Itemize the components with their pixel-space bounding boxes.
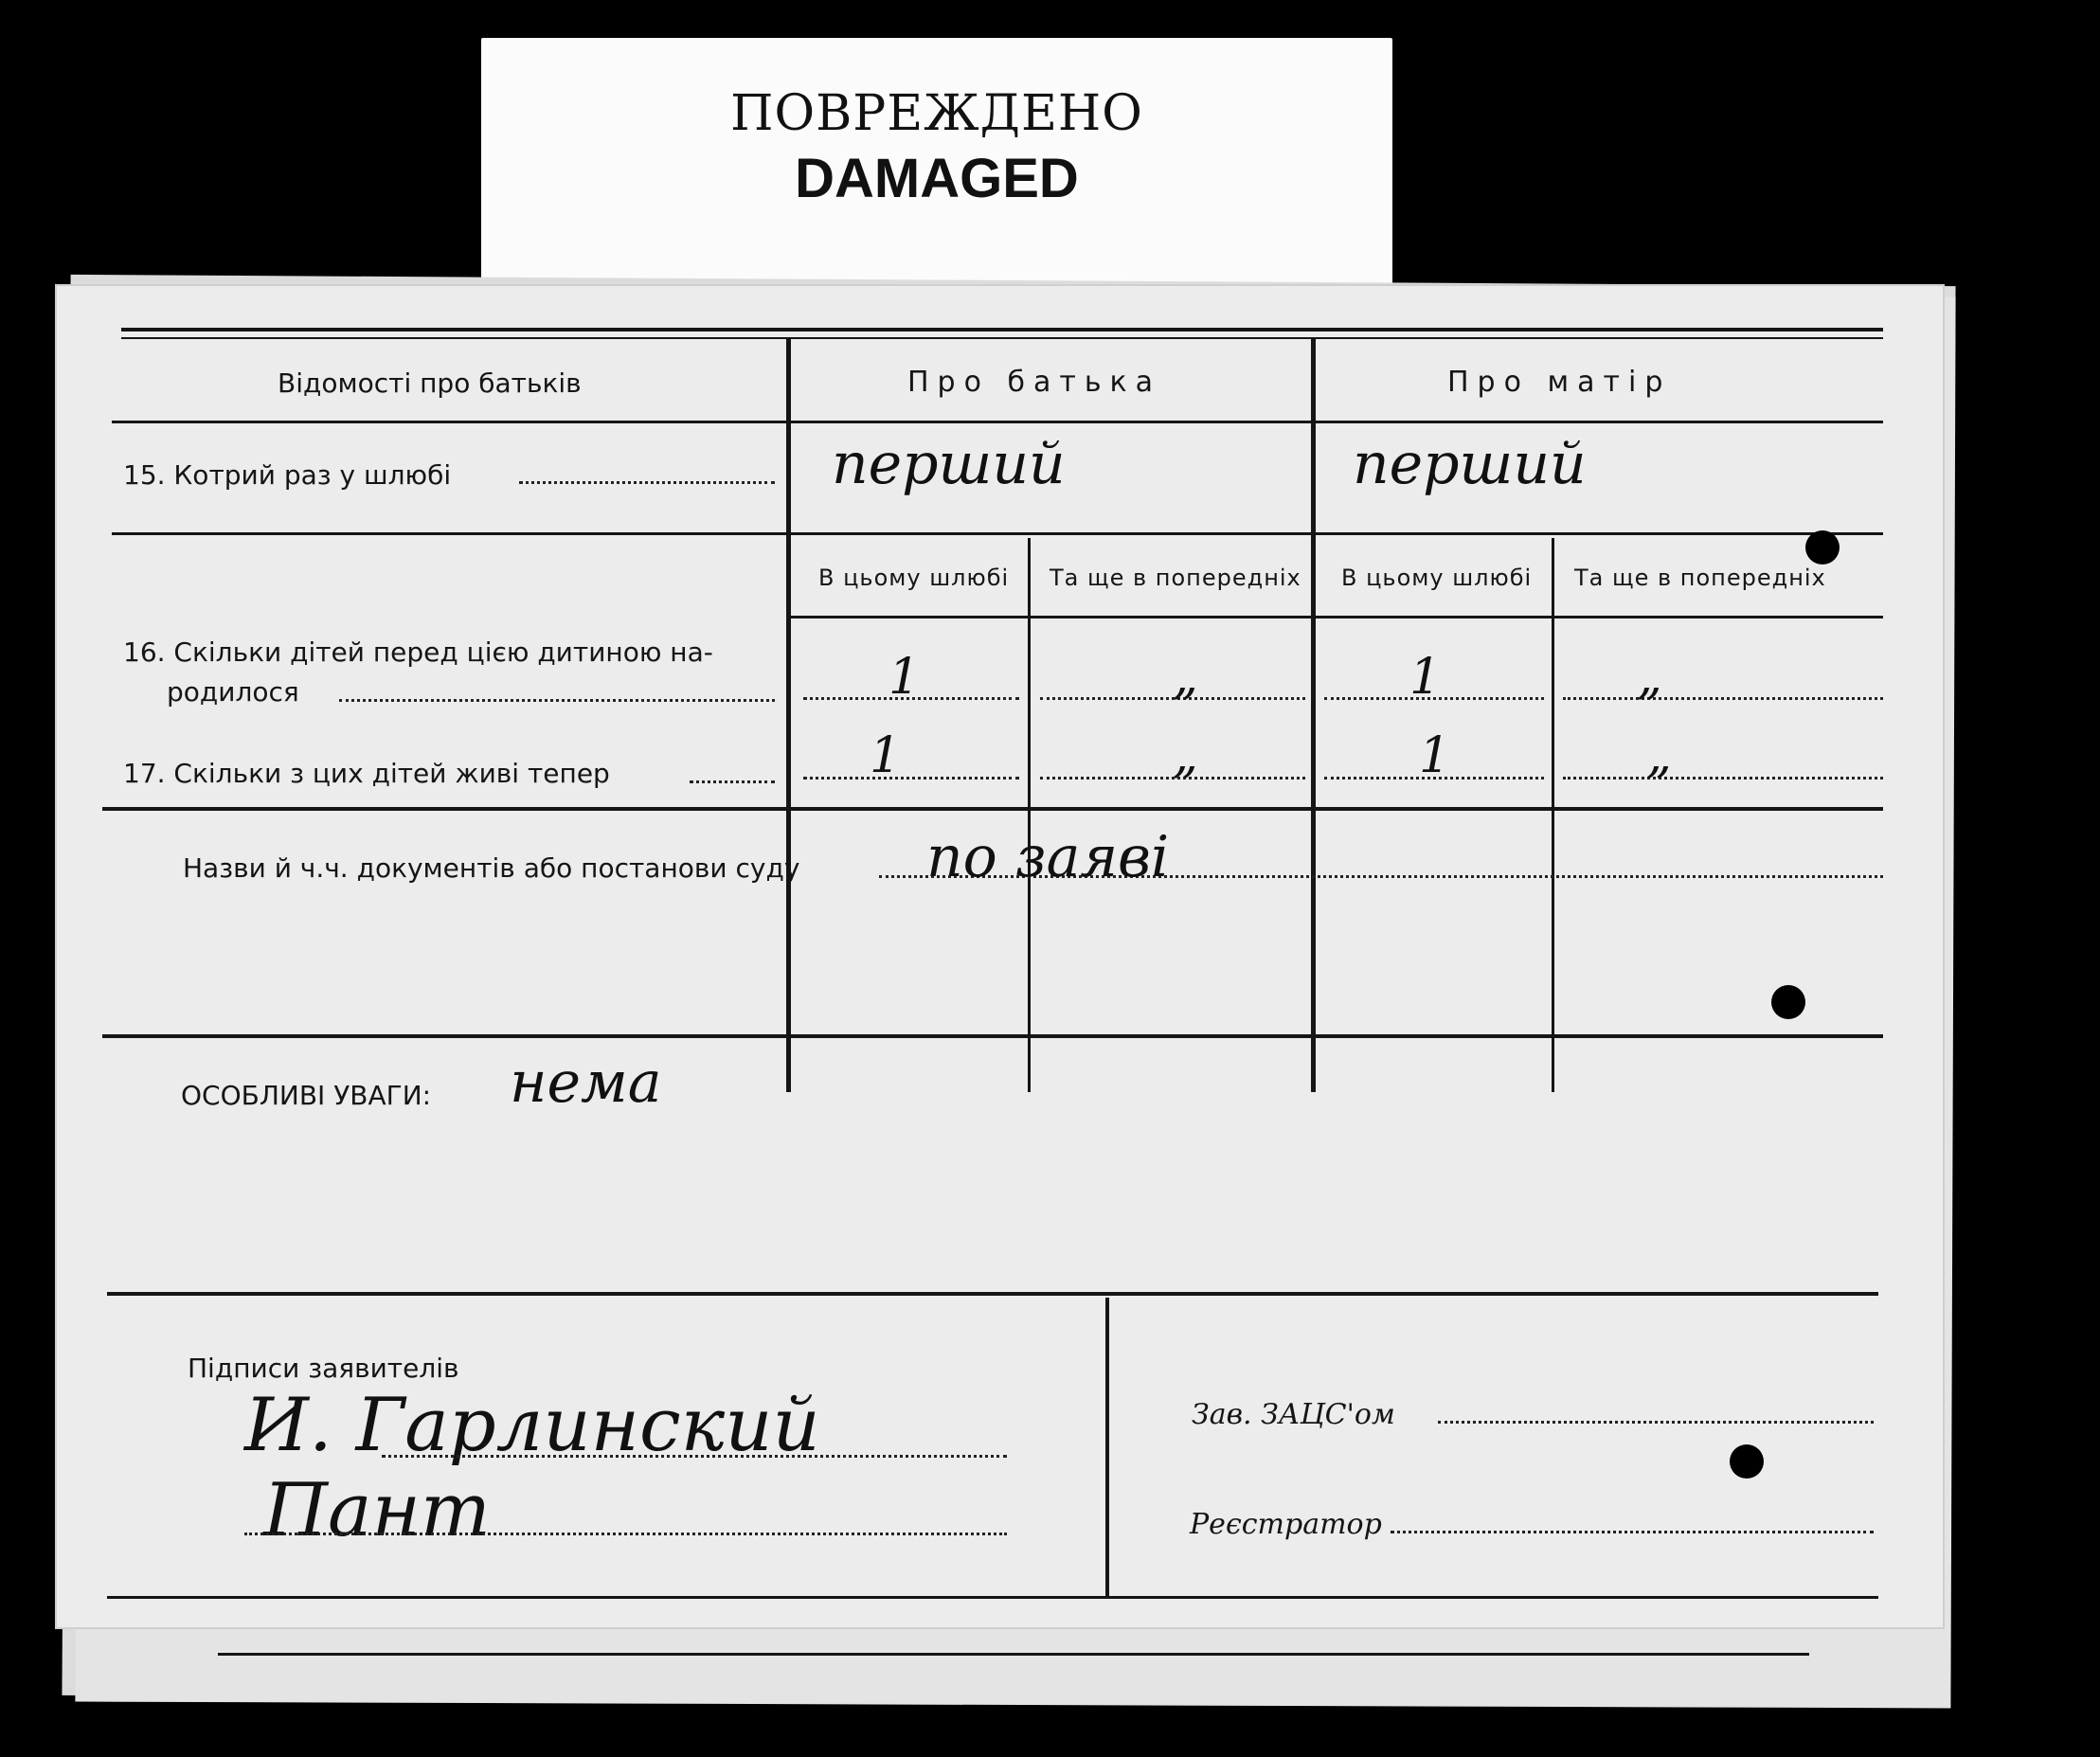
header-parents-info: Відомості про батьків: [278, 368, 582, 399]
punch-hole: [1771, 985, 1805, 1019]
row15-label: 15. Котрий раз у шлюбі: [123, 459, 452, 491]
registry-form-sheet: [55, 284, 1945, 1629]
head-of-registry-line: [1438, 1421, 1874, 1424]
head-of-registry-label: Зав. ЗАЦС'ом: [1192, 1398, 1395, 1431]
documents-label: Назви й ч.ч. документів або постанови суду: [183, 852, 800, 884]
row16-dot-leader: [339, 699, 775, 702]
signature-line1: И. Гарлинский: [244, 1383, 820, 1468]
signature-line2: Пант: [263, 1468, 491, 1553]
table-bottom-rule: [102, 807, 1883, 811]
subheader-father-previous: Та ще в попередніх: [1050, 565, 1301, 591]
column-divider: [786, 339, 791, 1092]
subheader-father-this-marriage: В цьому шлюбі: [818, 565, 1010, 591]
remarks-bottom-rule: [107, 1292, 1878, 1296]
punch-hole: [1805, 530, 1840, 565]
row17-label: 17. Скільки з цих дітей живі тепер: [123, 758, 610, 789]
row15-mother-value: перший: [1353, 431, 1587, 497]
damaged-label-ru: ПОВРЕЖДЕНО: [730, 85, 1143, 142]
row17-field-line: [1563, 777, 1883, 780]
form-bottom-rule: [107, 1596, 1878, 1599]
remarks-value: нема: [510, 1049, 662, 1116]
damaged-label-en: DAMAGED: [795, 148, 1079, 209]
row15-bottom-rule: [112, 532, 1883, 535]
punch-hole: [1730, 1444, 1764, 1479]
subheader-bottom-rule: [791, 616, 1883, 619]
subheader-mother-this-marriage: В цьому шлюбі: [1341, 565, 1533, 591]
row16-father-previous: „: [1173, 649, 1198, 706]
row15-father-value: перший: [832, 431, 1066, 497]
top-rule: [121, 328, 1883, 332]
top-rule-thin: [121, 337, 1883, 339]
row16-label-line1: 16. Скільки дітей перед цією дитиною на-: [123, 636, 713, 668]
underlying-sheet-rule: [218, 1653, 1809, 1656]
row16-mother-previous: „: [1637, 649, 1662, 706]
signatures-label: Підписи заявителів: [188, 1353, 459, 1384]
header-about-mother: Про матір: [1447, 366, 1672, 399]
signature-line2-rule: [244, 1533, 1007, 1535]
row17-mother-this: 1: [1419, 727, 1451, 784]
row16-mother-this: 1: [1409, 649, 1442, 706]
row16-field-line: [1563, 697, 1883, 700]
registrar-line: [1391, 1531, 1874, 1533]
header-about-father: Про батька: [907, 366, 1162, 399]
subcolumn-divider: [1552, 538, 1554, 1092]
damaged-label: [481, 38, 1392, 289]
remarks-label: ОСОБЛИВІ УВАГИ:: [181, 1080, 432, 1111]
row17-father-this: 1: [870, 727, 902, 784]
header-bottom-rule: [112, 421, 1883, 423]
subcolumn-divider: [1028, 538, 1031, 1092]
row17-dot-leader: [690, 780, 775, 783]
column-divider: [1311, 339, 1316, 1092]
signature-line1-rule: [382, 1455, 1007, 1458]
row16-label-line2: родилося: [167, 676, 299, 708]
registrar-label: Реєстратор: [1190, 1508, 1382, 1541]
row17-father-previous: „: [1173, 727, 1198, 784]
documents-bottom-rule: [102, 1034, 1883, 1038]
row16-father-this: 1: [888, 649, 921, 706]
row15-dot-leader: [519, 481, 775, 484]
subheader-mother-previous: Та ще в попередніх: [1574, 565, 1826, 591]
row17-field-line: [803, 777, 1019, 780]
row17-mother-previous: „: [1646, 727, 1672, 784]
documents-value: по заяві: [926, 824, 1170, 890]
signature-divider: [1105, 1298, 1109, 1597]
